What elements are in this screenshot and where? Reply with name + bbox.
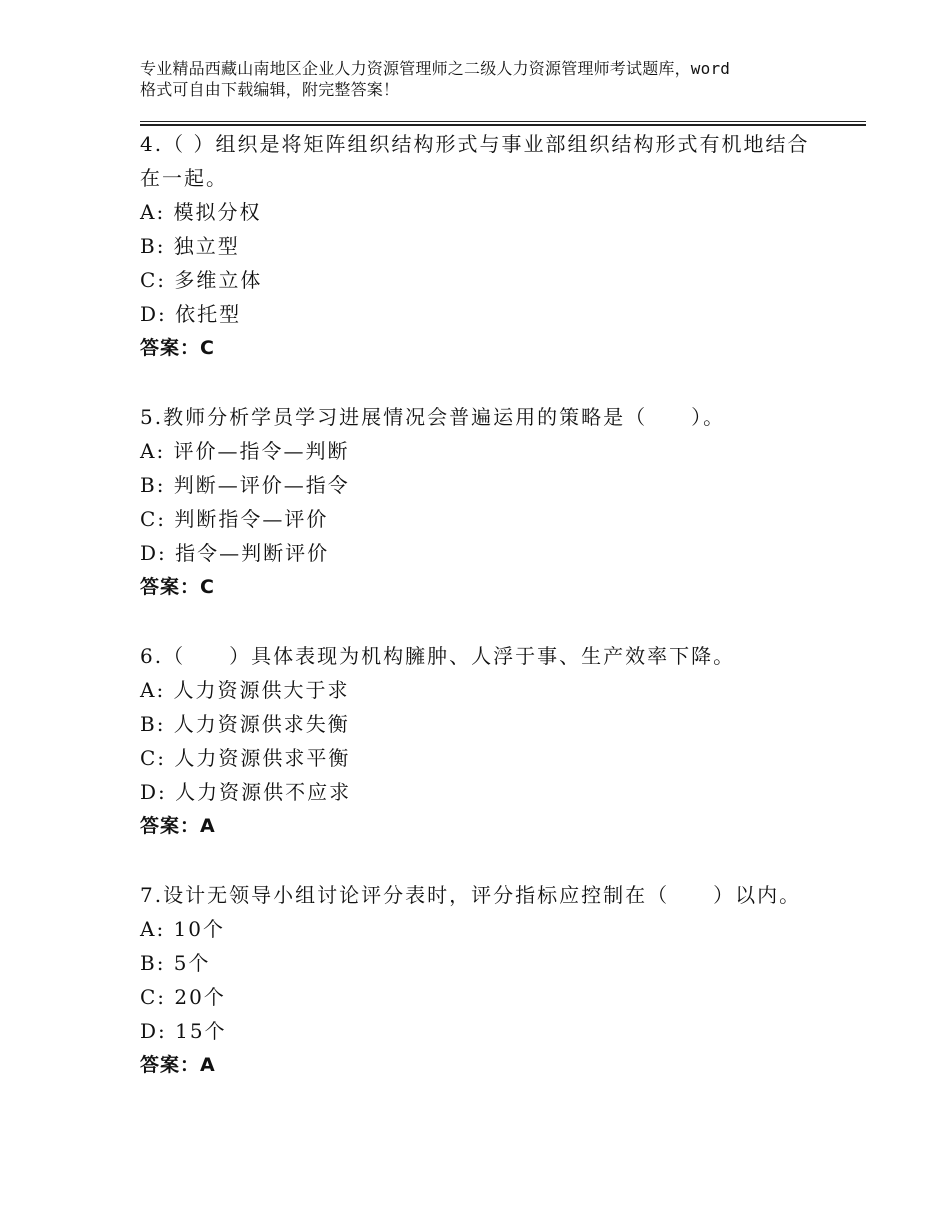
option-a: A: 评价—指令—判断 [140,439,350,463]
header-line-1: 专业精品西藏山南地区企业人力资源管理师之二级人力资源管理师考试题库，word [140,59,731,78]
option-c: C: 判断指令—评价 [140,507,329,531]
option-a: A: 模拟分权 [140,200,262,224]
option-b: B: 独立型 [140,234,240,258]
option-a: A: 人力资源供大于求 [140,678,350,702]
answer: 答案：C [140,576,215,598]
question-stem: 4.（ ）组织是将矩阵组织结构形式与事业部组织结构形式有机地结合在一起。 [140,132,810,190]
header-divider-thick [140,124,866,126]
answer: 答案：A [140,815,216,837]
question-7 [140,878,820,1082]
option-b: B: 5个 [140,951,211,975]
option-d: D: 依托型 [140,302,242,326]
option-c: C: 20个 [140,985,226,1009]
header-divider-thin [140,121,866,122]
question-stem: 5.教师分析学员学习进展情况会普遍运用的策略是（ ）。 [140,405,726,429]
question-6 [140,639,820,843]
option-c: C: 多维立体 [140,268,263,292]
option-b: B: 判断—评价—指令 [140,473,350,497]
option-d: D: 人力资源供不应求 [140,780,352,804]
question-4 [140,127,820,365]
question-5 [140,400,820,604]
document-header [140,58,840,100]
header-line-2: 格式可自由下载编辑，附完整答案！ [140,80,400,99]
option-d: D: 指令—判断评价 [140,541,330,565]
option-c: C: 人力资源供求平衡 [140,746,351,770]
option-a: A: 10个 [140,917,225,941]
option-d: D: 15个 [140,1019,227,1043]
question-stem: 6.（ ）具体表现为机构臃肿、人浮于事、生产效率下降。 [140,644,736,668]
question-stem: 7.设计无领导小组讨论评分表时，评分指标应控制在（ ）以内。 [140,883,802,907]
option-b: B: 人力资源供求失衡 [140,712,350,736]
answer: 答案：A [140,1054,216,1076]
answer: 答案：C [140,337,215,359]
